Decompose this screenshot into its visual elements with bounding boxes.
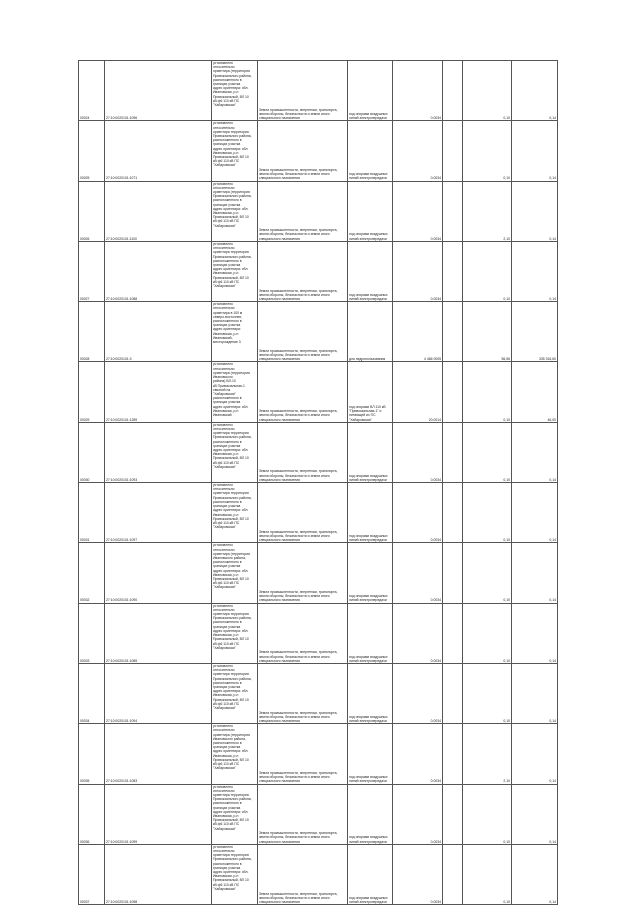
location-description: установлено относительно ориентира территория Привокзального района, расположенного в границах участка адрес ориентира: обл. Ивановская, р-н Привокзальный, ВЛ 10 кВ ф6 110 кВ ПС "Хабаровская" [212,603,258,663]
location-description: установлено относительно ориентира территория Привокзального района, расположенного в границах участка адрес ориентира: обл. Ивановская, р-н Привокзальный, ВЛ 10 кВ ф6 110 кВ ПС "Хабаровская" [212,241,258,301]
cadastral-number: 27:10:0020101:1096 [105,61,212,121]
extra-value [443,844,463,904]
table-row [79,61,558,121]
extra-value [443,603,463,663]
permitted-use: под опорами ВЛ 110 кВ "Привокзальная-1" и питающей их ПС "Хабаровская" [348,362,393,422]
location-description: установлено относительно ориентира территория Привокзального района, расположенного в границах участка адрес ориентира: обл. Ивановская, р-н Привокзальный, ВЛ 10 кВ ф6 110 кВ ПС "Хабаровская" [212,844,258,904]
land-category: Земли промышленности, энергетики, транспорта, земли обороны, безопасности и земли иного специального назначения [258,543,348,603]
table-body [79,61,558,905]
area-value: 20.0014 [393,362,443,422]
amount-value: 0,14 [512,603,558,663]
cadastral-number: 27:10:0020101:1100 [105,181,212,241]
amount-value: 0,14 [512,181,558,241]
extra-value [443,181,463,241]
amount-value: 0,14 [512,663,558,723]
amount-value: 0,14 [512,543,558,603]
table-row [79,784,558,844]
amount-value: 0,14 [512,483,558,543]
land-category: Земли промышленности, энергетики, транспорта, земли обороны, безопасности и земли иного специального назначения [258,181,348,241]
land-category: Земли промышленности, энергетики, транспорта, земли обороны, безопасности и земли иного специального назначения [258,61,348,121]
table-row [79,181,558,241]
rate-value: 0,10 [463,61,512,121]
area-value: 0.0034 [393,483,443,543]
location-description: установлено относительно ориентира территория Привокзального района, расположенного в границах участка адрес ориентира: обл. Ивановская, р-н Привокзальный, ВЛ 10 кВ ф6 110 кВ ПС "Хабаровская" [212,784,258,844]
cadastral-number: 27:10:0020101:1071 [105,121,212,181]
row-number: 00030 [79,422,105,482]
area-value: 0.0034 [393,241,443,301]
permitted-use: под опорами воздушных линий электропередачи [348,663,393,723]
row-number: 00024 [79,61,105,121]
rate-value: 0,10 [463,241,512,301]
extra-value [443,121,463,181]
extra-value [443,483,463,543]
table-row [79,663,558,723]
location-description: установлено относительно ориентира территория Привокзального района, расположенного в границах участка адрес ориентира: обл. Ивановская, р-н Привокзальный, ВЛ 10 кВ ф6 110 кВ ПС "Хабаровская" [212,422,258,482]
document-sheet [78,60,557,905]
permitted-use: под опорами воздушных линий электропередачи [348,784,393,844]
extra-value [443,61,463,121]
amount-value: 0,14 [512,61,558,121]
land-parcels-table [78,60,558,905]
row-number: 00027 [79,241,105,301]
cadastral-number: 27:10:0020101:1083 [105,724,212,784]
area-value: 0.0034 [393,121,443,181]
location-description: установлено относительно ориентира территория Привокзального района, расположенного в границах участка адрес ориентира: обл. Ивановская, р-н Привокзальный, ВЛ 10 кВ ф6 110 кВ ПС "Хабаровская" [212,483,258,543]
area-value: 4 466 0005 [393,302,443,362]
permitted-use: под опорами воздушных линий электропередачи [348,724,393,784]
area-value: 0.0034 [393,422,443,482]
cadastral-number: 27:10:0020101:1090 [105,543,212,603]
row-number: 00031 [79,483,105,543]
land-category: Земли промышленности, энергетики, транспорта, земли обороны, безопасности и земли иного специального назначения [258,603,348,663]
rate-value: 0,10 [463,663,512,723]
permitted-use: под опорами воздушных линий электропередачи [348,181,393,241]
amount-value: 46,00 [512,362,558,422]
location-description: установлено относительно ориентира (территория Ивановского района, расположенного в границах участка адрес ориентира: обл. Ивановская, р-н Привокзальный, ВЛ 10 кВ ф6 110 кВ ПС "Хабаровская" [212,724,258,784]
rate-value: 0,10 [463,422,512,482]
cadastral-number: 27:10:0020101:1289 [105,362,212,422]
amount-value: 0,14 [512,422,558,482]
table-row [79,483,558,543]
rate-value: 0,10 [463,121,512,181]
area-value: 0.0034 [393,61,443,121]
land-category: Земли промышленности, энергетики, транспорта, земли обороны, безопасности и земли иного специального назначения [258,724,348,784]
permitted-use: под опорами воздушных линий электропередачи [348,543,393,603]
area-value: 0.0034 [393,844,443,904]
row-number: 00025 [79,121,105,181]
area-value: 0.0034 [393,543,443,603]
cadastral-number: 27:10:0020101:1097 [105,483,212,543]
table-row [79,302,558,362]
table-row [79,241,558,301]
location-description: установлено относительно ориентира в 100 м северо-восточнее, расположенного в границах участка адрес ориентира: Ивановская, р-н Ивановский, месторождение 3 [212,302,258,362]
permitted-use: под опорами воздушных линий электропередачи [348,422,393,482]
permitted-use: для недропользования [348,302,393,362]
rate-value: 0,10 [463,483,512,543]
area-value: 0.0034 [393,603,443,663]
location-description: установлено относительно ориентира территория Привокзального района, расположенного в границах участка адрес ориентира: обл. Ивановская, р-н Привокзальный, ВЛ 10 кВ ф6 110 кВ ПС "Хабаровская" [212,121,258,181]
extra-value [443,362,463,422]
amount-value: 0,14 [512,844,558,904]
amount-value: 0,14 [512,121,558,181]
row-number: 00026 [79,181,105,241]
location-description: установлено относительно ориентира территория Привокзального района, расположенного в границах участка адрес ориентира: обл. Ивановская, р-н Привокзальный, ВЛ 10 кВ ф6 110 кВ ПС "Хабаровская" [212,663,258,723]
location-description: установлено относительно ориентира (территория Привокзального района, расположенного в границах участка адрес ориентира: обл. Ивановская, р-н Привокзальный, ВЛ 10 кВ ф6 110 кВ ПС "Хабаровская" [212,181,258,241]
extra-value [443,422,463,482]
land-category: Земли промышленности, энергетики, транспорта, земли обороны, безопасности и земли иного специального назначения [258,422,348,482]
rate-value: 2,10 [463,724,512,784]
table-row [79,603,558,663]
cadastral-number: 27:10:0020101:1099 [105,784,212,844]
permitted-use: под опорами воздушных линий электропередачи [348,121,393,181]
area-value: 0.0034 [393,181,443,241]
location-description: установлено относительно ориентира (территория Привокзального района, расположенного в границах участка адрес ориентира: обл. Ивановская, р-н Привокзальный, ВЛ 10 кВ ф6 110 кВ ПС "Хабаровская" [212,61,258,121]
extra-value [443,663,463,723]
extra-value [443,302,463,362]
amount-value: 0,14 [512,724,558,784]
cadastral-number: 27:10:0020101:3 [105,302,212,362]
extra-value [443,724,463,784]
area-value: 0.0034 [393,663,443,723]
location-description: установлено относительно ориентира (территория Ивановского района, расположенного в границах участка адрес ориентира: обл. Ивановская, р-н Привокзальный, ВЛ 10 кВ ф6 110 кВ ПС "Хабаровская" [212,543,258,603]
location-description: установлено относительно ориентира (территория Ивановского района) ВЛ-10 кВ Привокзальная-1 связной на "Хабаровская" расположенного в границах участка адрес ориентира: обл. Ивановская, р-н Ивановский [212,362,258,422]
permitted-use: под опорами воздушных линий электропередачи [348,241,393,301]
rate-value: 0,10 [463,362,512,422]
land-category: Земли промышленности, энергетики, транспорта, земли обороны, безопасности и земли иного специального назначения [258,844,348,904]
cadastral-number: 27:10:0020101:1098 [105,844,212,904]
rate-value: 0,10 [463,543,512,603]
extra-value [443,241,463,301]
table-row [79,844,558,904]
table-row [79,724,558,784]
table-row [79,422,558,482]
area-value: 0.0034 [393,784,443,844]
cadastral-number: 27:10:0020101:1093 [105,422,212,482]
permitted-use: под опорами воздушных линий электропередачи [348,483,393,543]
land-category: Земли промышленности, энергетики, транспорта, земли обороны, безопасности и земли иного специального назначения [258,483,348,543]
rate-value: 0,10 [463,784,512,844]
amount-value: 0,14 [512,784,558,844]
area-value: 0.0034 [393,724,443,784]
land-category: Земли промышленности, энергетики, транспорта, земли обороны, безопасности и земли иного специального назначения [258,241,348,301]
extra-value [443,543,463,603]
cadastral-number: 27:10:0020101:1088 [105,241,212,301]
row-number: 00035 [79,724,105,784]
rate-value: 2,10 [463,181,512,241]
land-category: Земли промышленности, энергетики, транспорта, земли обороны, безопасности и земли иного специального назначения [258,121,348,181]
row-number: 00029 [79,362,105,422]
table-row [79,121,558,181]
permitted-use: под опорами воздушных линий электропередачи [348,844,393,904]
row-number: 00028 [79,302,105,362]
land-category: Земли промышленности, энергетики, транспорта, земли обороны, безопасности и земли иного специального назначения [258,663,348,723]
row-number: 00037 [79,844,105,904]
row-number: 00033 [79,603,105,663]
amount-value: 0,14 [512,241,558,301]
land-category: Земли промышленности, энергетики, транспорта, земли обороны, безопасности и земли иного специального назначения [258,362,348,422]
table-row [79,362,558,422]
land-category: Земли промышленности, энергетики, транспорта, земли обороны, безопасности и земли иного специального назначения [258,302,348,362]
row-number: 00036 [79,784,105,844]
rate-value: 56,56 [463,302,512,362]
cadastral-number: 27:10:0020101:1094 [105,663,212,723]
rate-value: 0,10 [463,844,512,904]
table-row [79,543,558,603]
row-number: 00032 [79,543,105,603]
amount-value: 335 316,60 [512,302,558,362]
rate-value: 0,10 [463,603,512,663]
permitted-use: под опорами воздушных линий электропередачи [348,603,393,663]
extra-value [443,784,463,844]
permitted-use: под опорами воздушных линий электропередачи [348,61,393,121]
land-category: Земли промышленности, энергетики, транспорта, земли обороны, безопасности и земли иного специального назначения [258,784,348,844]
row-number: 00034 [79,663,105,723]
cadastral-number: 27:10:0020101:1085 [105,603,212,663]
